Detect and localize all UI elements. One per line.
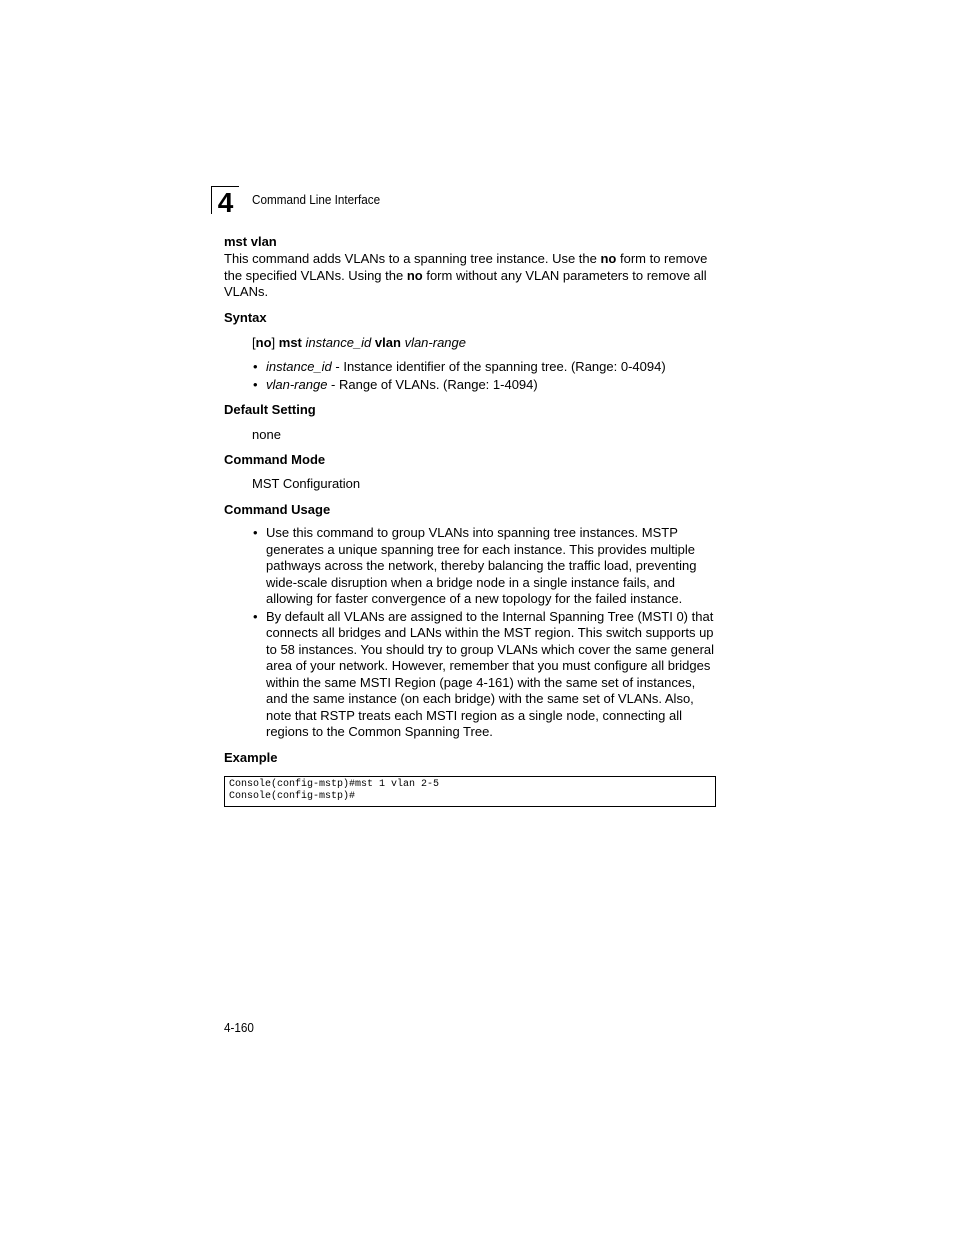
- command-mode-heading: Command Mode: [224, 452, 326, 467]
- page-number: 4-160: [224, 1020, 254, 1035]
- default-setting-value: none: [252, 427, 281, 442]
- command-usage-list: [252, 525, 718, 741]
- syntax-bracket: [: [252, 335, 256, 350]
- list-item: [252, 376, 718, 394]
- list-item: • By default all VLANs are assigned to the Internal Spanning Tree (MSTI 0) that connects all bridges and LANs within the MST region. This switch supports up to 58 instances. You should try to group VLANs which cover the same general area of your network. However, remember that you must configure all bridges within the same MSTI Region (page 4-161) with the same set of instances, and the same instance (on each bridge) with the same set of VLANs. Also, note that RSTP treats each MSTI region as a single node, connecting all regions to the Common Spanning Tree.: [252, 609, 718, 741]
- syntax-instance-id: instance_id: [305, 335, 372, 350]
- code-line: Console(config-mstp)#: [229, 791, 356, 802]
- list-item: [252, 358, 718, 376]
- no-keyword: no: [600, 251, 617, 266]
- syntax-mst: mst: [278, 335, 302, 350]
- command-usage-heading: Command Usage: [224, 502, 331, 517]
- command-mode-value: MST Configuration: [252, 476, 361, 491]
- no-keyword: no: [406, 267, 423, 283]
- param-desc: - Range of VLANs. (Range: 1-4094): [327, 377, 538, 392]
- syntax-param-list: [252, 358, 718, 394]
- syntax-no: no: [255, 335, 272, 350]
- syntax-heading: Syntax: [224, 310, 267, 325]
- param-name: instance_id: [266, 359, 332, 374]
- code-example: [224, 776, 716, 807]
- description-text: form without any VLAN parameters to remove all VLANs.: [224, 267, 707, 299]
- chapter-title: Command Line Interface: [252, 192, 381, 207]
- list-item: • Use this command to group VLANs into spanning tree instances. MSTP generates a unique spanning tree for each instance. This provides multiple pathways across the network, thereby balancing the traffic load, preventing wide-scale disruption when a bridge node in a single instance fails, and allowing for faster convergence of a new topology for the failed instance.: [252, 525, 718, 608]
- command-description: [224, 251, 718, 301]
- param-name: vlan-range: [266, 377, 328, 392]
- syntax-line: [252, 335, 466, 350]
- example-heading: Example: [224, 750, 278, 765]
- chapter-number: 4: [211, 186, 239, 214]
- description-text: This command adds VLANs to a spanning tree instance. Use the: [224, 251, 601, 266]
- syntax-bracket: ]: [271, 335, 276, 350]
- command-title: mst vlan: [224, 234, 277, 249]
- syntax-vlan: vlan: [374, 335, 401, 350]
- param-desc: - Instance identifier of the spanning tree. (Range: 0-4094): [331, 359, 666, 374]
- syntax-vlan-range: vlan-range: [404, 335, 466, 350]
- default-setting-heading: Default Setting: [224, 402, 316, 417]
- code-line: Console(config-mstp)#mst 1 vlan 2-5: [229, 779, 440, 790]
- description-text: form to remove the specified VLANs. Using the: [224, 251, 708, 283]
